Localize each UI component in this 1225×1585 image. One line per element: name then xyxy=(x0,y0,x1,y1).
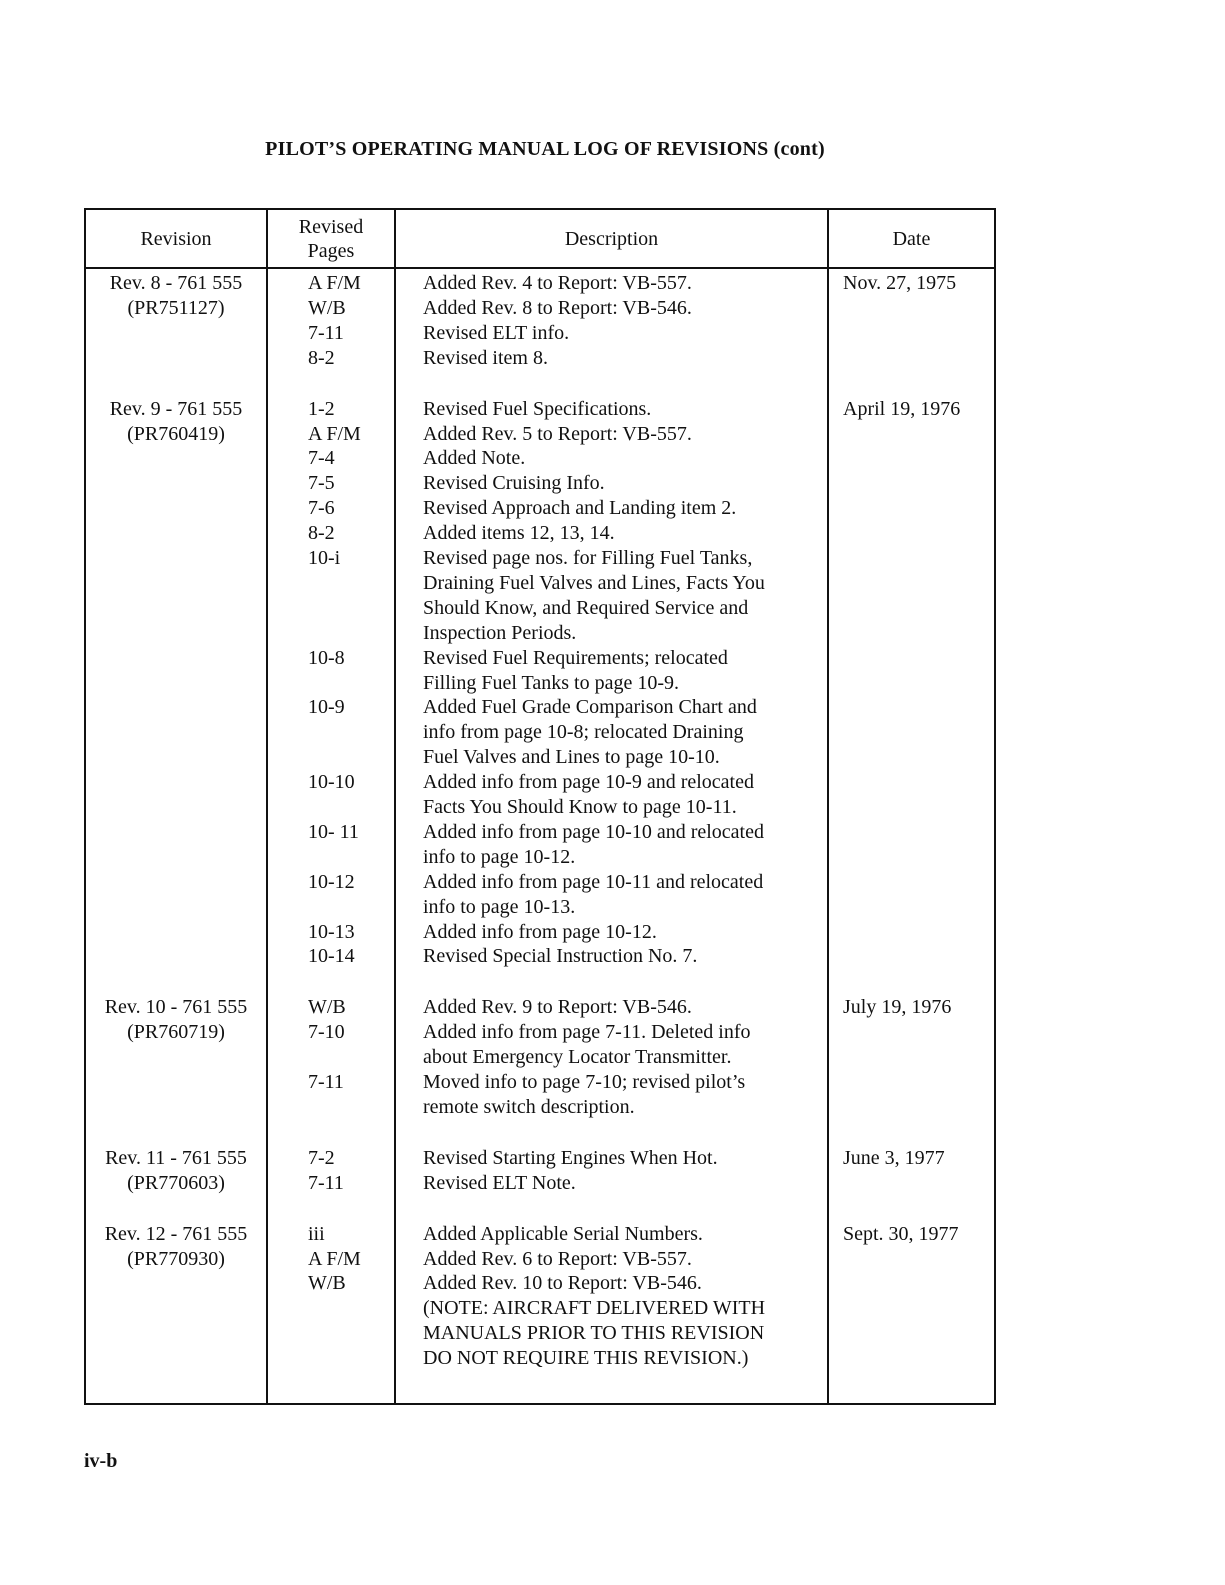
revision-log-table xyxy=(84,208,996,1405)
description-line: Revised Approach and Landing item 2. xyxy=(423,497,737,520)
revised-page: 7-4 xyxy=(308,447,335,470)
revised-page: 7-11 xyxy=(308,321,344,344)
revised-page: A F/M xyxy=(308,1247,361,1270)
description-line: Added Rev. 8 to Report: VB-546. xyxy=(423,296,692,319)
page-number: iv-b xyxy=(84,1450,118,1472)
revision-number: Rev. 10 - 761 555 xyxy=(104,996,248,1019)
revision-number: Rev. 9 - 761 555 xyxy=(109,397,243,420)
revised-page: 7-2 xyxy=(308,1146,335,1169)
revision-code: (PR760419) xyxy=(127,422,225,445)
description-line: Added Fuel Grade Comparison Chart and xyxy=(423,696,757,719)
revision-code: (PR770930) xyxy=(127,1247,225,1270)
revised-page: 7-11 xyxy=(308,1071,344,1093)
description-line: Added info from page 7-11. Deleted info xyxy=(423,1021,751,1044)
description-line: Added Rev. 5 to Report: VB-557. xyxy=(423,422,692,445)
description-line: Moved info to page 7-10; revised pilot’s xyxy=(423,1071,746,1093)
description-line: Revised Fuel Specifications. xyxy=(423,397,652,420)
revised-page: 7-11 xyxy=(308,1171,344,1194)
page-title: PILOT’S OPERATING MANUAL LOG OF REVISIONS (cont) xyxy=(265,138,825,160)
revised-page: 10-12 xyxy=(308,870,355,893)
description-line: Added info from page 10-11 and relocated xyxy=(423,870,764,893)
description-line: Added Rev. 9 to Report: VB-546. xyxy=(423,996,692,1019)
revision-date: July 19, 1976 xyxy=(843,996,952,1019)
description-line: Added items 12, 13, 14. xyxy=(423,522,615,545)
revised-page: 7-10 xyxy=(308,1021,345,1044)
description-line: Revised ELT Note. xyxy=(423,1171,576,1194)
description-line: Should Know, and Required Service and xyxy=(423,596,749,619)
description-line: Added Rev. 4 to Report: VB-557. xyxy=(423,272,692,294)
revised-page: 1-2 xyxy=(308,397,335,420)
description-line: info from page 10-8; relocated Draining xyxy=(423,721,744,744)
revision-code: (PR751127) xyxy=(127,296,225,319)
header-divider xyxy=(86,267,994,269)
description-line: remote switch description. xyxy=(423,1095,635,1118)
revised-page: 10-8 xyxy=(308,646,345,669)
revision-date: June 3, 1977 xyxy=(843,1146,945,1169)
description-line: Draining Fuel Valves and Lines, Facts You xyxy=(423,571,765,594)
revised-page: 10- 11 xyxy=(308,820,359,843)
header-date: Date xyxy=(892,227,931,250)
description-line: Revised page nos. for Filling Fuel Tanks, xyxy=(423,547,753,569)
description-line: Inspection Periods. xyxy=(423,621,577,644)
revised-page: 7-6 xyxy=(308,497,335,520)
revision-number: Rev. 12 - 761 555 xyxy=(104,1222,248,1245)
revised-page: 10-10 xyxy=(308,771,355,794)
revised-page: W/B xyxy=(308,1272,346,1295)
description-line: info to page 10-13. xyxy=(423,895,576,918)
header-revision: Revision xyxy=(140,227,212,250)
revised-page: 7-5 xyxy=(308,472,335,495)
header-description: Description xyxy=(564,227,659,250)
revision-date: April 19, 1976 xyxy=(843,397,961,420)
description-line: Added Applicable Serial Numbers. xyxy=(423,1222,703,1245)
description-line: Facts You Should Know to page 10-11. xyxy=(423,796,737,818)
description-line: Filling Fuel Tanks to page 10-9. xyxy=(423,671,679,694)
revised-page: A F/M xyxy=(308,422,361,445)
description-line: DO NOT REQUIRE THIS REVISION.) xyxy=(423,1347,749,1370)
revision-number: Rev. 8 - 761 555 xyxy=(109,272,243,294)
revised-page: 10-9 xyxy=(308,696,345,719)
revised-page: 10-13 xyxy=(308,920,355,943)
revision-date: Nov. 27, 1975 xyxy=(843,272,957,294)
description-line: Added Rev. 6 to Report: VB-557. xyxy=(423,1247,692,1270)
revised-page: 10-14 xyxy=(308,945,355,968)
description-line: Revised ELT info. xyxy=(423,321,570,344)
description-line: about Emergency Locator Transmitter. xyxy=(423,1046,732,1069)
description-line: Revised Starting Engines When Hot. xyxy=(423,1146,718,1169)
revised-page: A F/M xyxy=(308,272,361,294)
description-line: Revised Fuel Requirements; relocated xyxy=(423,646,728,669)
revision-code: (PR760719) xyxy=(127,1021,225,1044)
description-line: Revised Cruising Info. xyxy=(423,472,605,495)
revised-page: iii xyxy=(308,1222,325,1245)
revised-page: W/B xyxy=(308,996,346,1019)
description-line: Revised item 8. xyxy=(423,346,548,369)
revision-date: Sept. 30, 1977 xyxy=(843,1222,959,1245)
description-line: MANUALS PRIOR TO THIS REVISION xyxy=(423,1322,765,1345)
description-line: Added Note. xyxy=(423,447,526,470)
header-revised-pages xyxy=(268,210,394,267)
revised-page: 8-2 xyxy=(308,346,335,369)
revised-page: W/B xyxy=(308,296,346,319)
revised-page: 8-2 xyxy=(308,522,335,545)
column-divider xyxy=(827,210,829,1403)
description-line: info to page 10-12. xyxy=(423,845,576,868)
revision-code: (PR770603) xyxy=(127,1171,225,1194)
column-divider xyxy=(394,210,396,1403)
revised-page: 10-i xyxy=(308,547,341,569)
description-line: Added Rev. 10 to Report: VB-546. xyxy=(423,1272,702,1295)
column-divider xyxy=(266,210,268,1403)
revision-number: Rev. 11 - 761 555 xyxy=(105,1146,247,1169)
header-revised-pages-line1: Revised xyxy=(298,215,364,238)
description-line: Added info from page 10-9 and relocated xyxy=(423,771,754,794)
description-line: Added info from page 10-10 and relocated xyxy=(423,820,764,843)
description-line: Revised Special Instruction No. 7. xyxy=(423,945,698,968)
header-revised-pages-line2: Pages xyxy=(307,239,355,262)
description-line: (NOTE: AIRCRAFT DELIVERED WITH xyxy=(423,1297,766,1320)
description-line: Added info from page 10-12. xyxy=(423,920,657,943)
description-line: Fuel Valves and Lines to page 10-10. xyxy=(423,746,720,769)
